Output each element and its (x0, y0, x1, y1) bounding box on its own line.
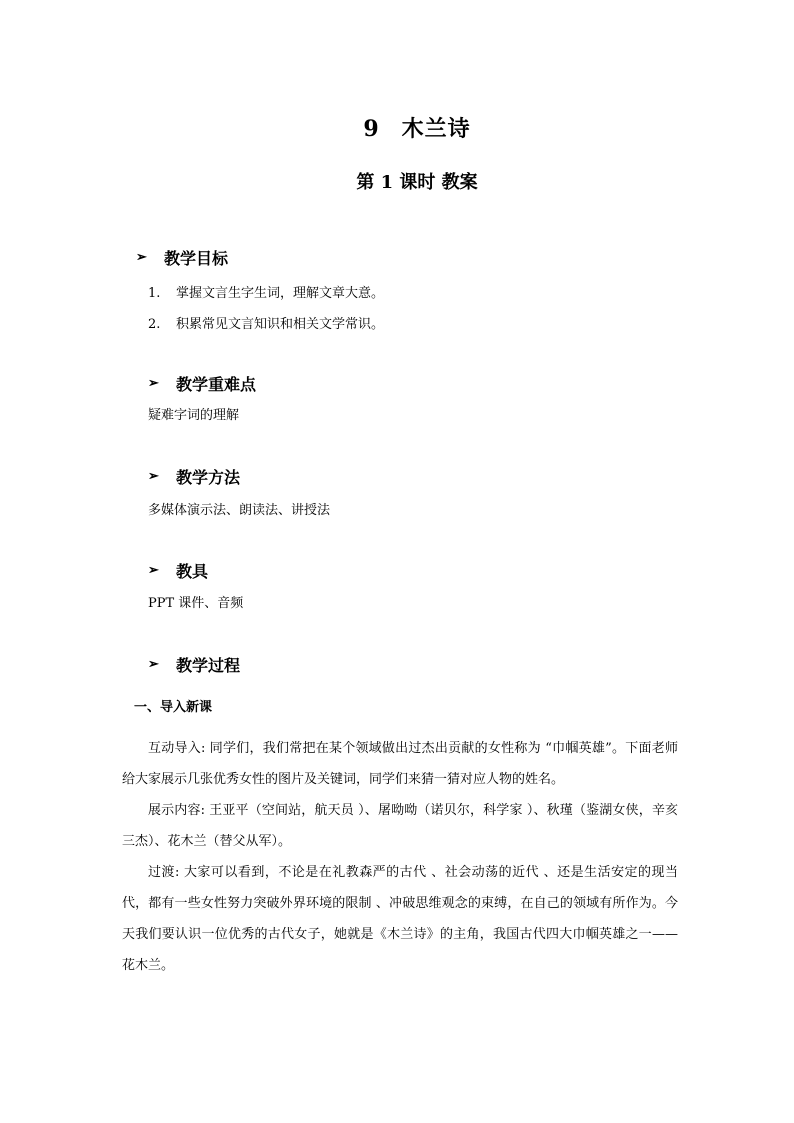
section-heading-objectives (136, 246, 228, 269)
item-text: 掌握文言生字生词，理解文章大意。 (176, 286, 385, 301)
arrow-icon: ➢ (136, 250, 147, 265)
objective-item (148, 313, 384, 332)
lesson-number: 9 (363, 116, 380, 142)
section-heading-label: 教学过程 (176, 656, 241, 675)
paragraph-display-content: 展示内容: 王亚平（空间站，航天员 ）、屠呦呦（诺贝尔，科学家 ）、秋瑾（鉴湖女侠，辛亥三杰）、花木兰（替父从军）。 (122, 803, 678, 849)
tools-text: PPT 课件、音频 (148, 596, 244, 611)
section-heading-key-points (148, 372, 256, 395)
item-index: 1. (148, 286, 161, 301)
section-heading-label: 教学方法 (176, 468, 241, 487)
page-subtitle: 第 1 课时 教案 (356, 172, 478, 193)
section-heading-label: 教具 (176, 562, 209, 581)
objective-item (148, 282, 384, 301)
section-heading-label: 教学重难点 (176, 375, 257, 394)
arrow-icon: ➢ (148, 469, 159, 484)
part-heading-intro: 一、导入新课 (134, 700, 213, 715)
methods-text: 多媒体演示法、朗读法、讲授法 (148, 503, 331, 518)
item-index: 2. (148, 317, 161, 332)
paragraph-transition: 过渡: 大家可以看到，不论是在礼教森严的古代 、社会动荡的近代 、还是生活安定的现当代，都有一些女性努力突破外界环境的限制 、冲破思维观念的束缚，在自己的领域有所作为。今天我们要认识一位优秀的古代女子，她就是《木兰诗》的主角，我国古代四大巾帼英雄之一——花木兰。 (122, 865, 678, 973)
item-text: 积累常见文言知识和相关文学常识。 (176, 317, 385, 332)
section-heading-process (148, 653, 240, 676)
section-heading-tools (148, 559, 208, 582)
lesson-title: 木兰诗 (401, 116, 471, 142)
paragraph-interactive-intro: 互动导入: 同学们，我们常把在某个领域做出过杰出贡献的女性称为 “巾帼英雄”。下面老师给大家展示几张优秀女性的图片及关键词，同学们来猜一猜对应人物的姓名。 (122, 741, 678, 787)
arrow-icon: ➢ (148, 657, 159, 672)
arrow-icon: ➢ (148, 376, 159, 391)
page-title (0, 112, 794, 143)
section-heading-methods (148, 465, 240, 488)
arrow-icon: ➢ (148, 563, 159, 578)
key-points-text: 疑难字词的理解 (148, 408, 240, 423)
section-heading-label: 教学目标 (164, 249, 229, 268)
